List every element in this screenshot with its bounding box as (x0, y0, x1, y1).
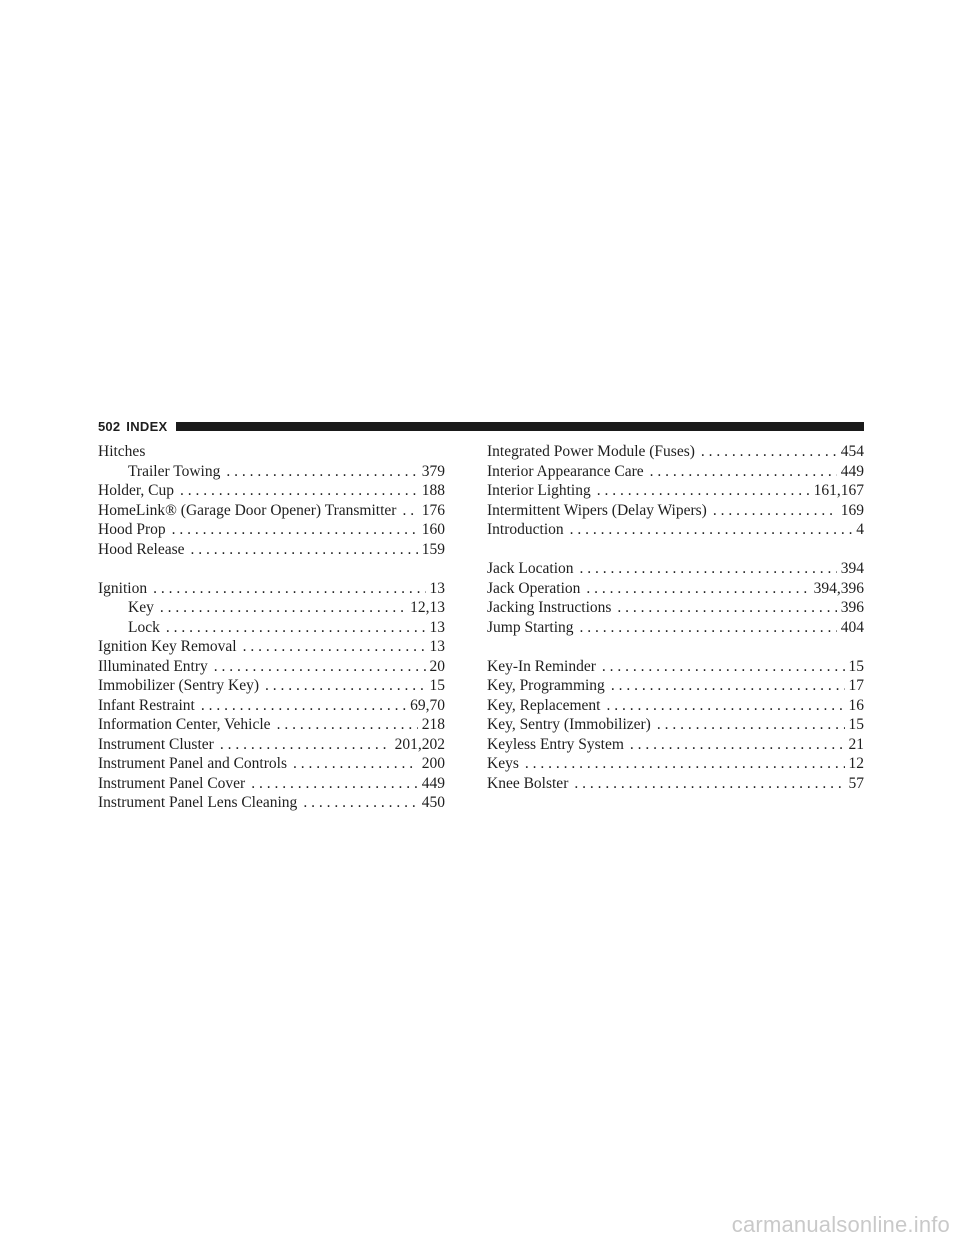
index-entry-intermittent-wipers (487, 501, 864, 521)
index-entry-integrated-power-module (487, 442, 864, 462)
entry-page: 379 (421, 462, 445, 480)
entry-label: Illuminated Entry (98, 657, 208, 675)
index-entry-jump-starting (487, 618, 864, 638)
entry-page: 57 (848, 774, 864, 792)
index-entry-trailer-towing (98, 462, 445, 482)
dot-leader (172, 520, 418, 540)
entry-page: 21 (848, 735, 864, 753)
entry-page: 15 (429, 677, 445, 694)
index-heading-hitches: Hitches (98, 443, 146, 460)
entry-label: Trailer Towing (128, 462, 221, 480)
index-entry-instrument-panel-cover (98, 774, 445, 794)
dot-leader (580, 618, 837, 638)
entry-page: 13 (429, 638, 445, 655)
entry-label: Knee Bolster (487, 774, 569, 792)
entry-page: 12 (848, 755, 864, 772)
entry-page: 218 (421, 716, 445, 733)
entry-label: Keys (487, 755, 519, 772)
dot-leader (574, 774, 844, 794)
entry-label: Key, Programming (487, 677, 605, 694)
entry-label: Interior Lighting (487, 482, 591, 499)
dot-leader (214, 657, 426, 677)
index-entry-jack-operation (487, 579, 864, 599)
dot-leader (191, 540, 418, 560)
index-column-right (487, 442, 864, 793)
group-gap (487, 540, 864, 560)
header-rule (176, 422, 864, 431)
entry-page: 15 (848, 716, 864, 733)
index-entry-holder-cup (98, 481, 445, 501)
index-entry-hood-prop (98, 520, 445, 540)
entry-page: 69,70 (410, 696, 445, 714)
group-gap (98, 559, 445, 579)
index-entry-key-sentry (487, 715, 864, 735)
index-entry-ignition (98, 579, 445, 599)
dot-leader (166, 618, 426, 638)
dot-leader (597, 481, 810, 501)
entry-label: Hood Release (98, 540, 185, 558)
index-entry-information-center (98, 715, 445, 735)
dot-leader (611, 676, 845, 696)
index-entry-keyless-entry (487, 735, 864, 755)
entry-page: 201,202 (394, 735, 445, 753)
index-entry-immobilizer (98, 676, 445, 696)
entry-label: Jack Location (487, 560, 574, 577)
entry-page: 454 (840, 443, 864, 460)
entry-page: 394 (840, 560, 864, 577)
entry-label: Lock (128, 618, 160, 636)
entry-label: Holder, Cup (98, 482, 175, 499)
index-entry-knee-bolster (487, 774, 864, 794)
entry-page: 13 (429, 618, 445, 636)
entry-label: Key-In Reminder (487, 657, 596, 675)
entry-label: Instrument Panel Lens Cleaning (98, 794, 298, 811)
index-entry-jack-location (487, 559, 864, 579)
entry-page: 188 (421, 482, 445, 499)
index-entry-instrument-panel-lens (98, 793, 445, 813)
entry-label: HomeLink® (Garage Door Opener) Transmitter (98, 501, 397, 519)
page-title: INDEX (126, 418, 168, 434)
dot-leader (226, 462, 417, 482)
index-entry-key-programming (487, 676, 864, 696)
index-entry-key-in-reminder (487, 657, 864, 677)
dot-leader (580, 559, 837, 579)
entry-label: Jack Operation (487, 579, 581, 597)
entry-label: Introduction (487, 521, 564, 538)
dot-leader (525, 754, 845, 774)
index-entry-ignition-key-removal (98, 637, 445, 657)
dot-leader (180, 481, 418, 501)
dot-leader (701, 442, 837, 462)
dot-leader (606, 696, 844, 716)
index-entry-infant-restraint (98, 696, 445, 716)
entry-page: 449 (840, 462, 864, 480)
entry-page: 4 (856, 521, 864, 538)
dot-leader (630, 735, 845, 755)
watermark: carmanualsonline.info (731, 1212, 950, 1237)
entry-label: Intermittent Wipers (Delay Wipers) (487, 501, 707, 519)
entry-label: Infant Restraint (98, 696, 195, 714)
index-entry-interior-lighting (487, 481, 864, 501)
entry-page: 159 (421, 540, 445, 558)
entry-page: 200 (421, 755, 445, 772)
dot-leader (201, 696, 406, 716)
entry-page: 17 (848, 677, 864, 694)
entry-page: 449 (421, 774, 445, 792)
dot-leader (293, 754, 418, 774)
dot-leader (570, 520, 853, 540)
entry-page: 161,167 (813, 482, 864, 499)
entry-label: Instrument Panel Cover (98, 774, 246, 792)
index-entry-key-replacement (487, 696, 864, 716)
index-entry-illuminated-entry (98, 657, 445, 677)
entry-page: 15 (848, 657, 864, 675)
index-entry-jacking-instructions (487, 598, 864, 618)
dot-leader (586, 579, 809, 599)
entry-label: Information Center, Vehicle (98, 716, 271, 733)
entry-page: 450 (421, 794, 445, 811)
dot-leader (243, 637, 426, 657)
dot-leader (265, 676, 426, 696)
dot-leader (160, 598, 406, 618)
entry-label: Key, Sentry (Immobilizer) (487, 716, 651, 733)
dot-leader (251, 774, 418, 794)
entry-page: 20 (429, 657, 445, 675)
entry-label: Integrated Power Module (Fuses) (487, 443, 695, 460)
entry-page: 404 (840, 618, 864, 636)
index-entry-instrument-cluster (98, 735, 445, 755)
entry-page: 394,396 (813, 579, 864, 597)
entry-label: Interior Appearance Care (487, 462, 644, 480)
index-entry-ignition-key (98, 598, 445, 618)
entry-page: 396 (840, 599, 864, 616)
entry-label: Key, Replacement (487, 696, 601, 714)
index-entry-ignition-lock (98, 618, 445, 638)
entry-page: 176 (421, 501, 445, 519)
dot-leader (713, 501, 837, 521)
entry-label: Ignition Key Removal (98, 638, 237, 655)
entry-label: Ignition (98, 579, 148, 597)
dot-leader (303, 793, 417, 813)
dot-leader (153, 579, 425, 599)
entry-label: Jacking Instructions (487, 599, 612, 616)
dot-leader (277, 715, 418, 735)
entry-label: Instrument Panel and Controls (98, 755, 287, 772)
dot-leader (657, 715, 845, 735)
index-column-left (98, 442, 445, 813)
entry-page: 16 (848, 696, 864, 714)
dot-leader (220, 735, 391, 755)
entry-page: 12,13 (410, 599, 445, 616)
index-entry-keys (487, 754, 864, 774)
entry-page: 160 (421, 521, 445, 538)
index-entry-hood-release (98, 540, 445, 560)
entry-label: Keyless Entry System (487, 735, 624, 753)
entry-label: Key (128, 599, 154, 616)
entry-label: Hood Prop (98, 521, 166, 538)
entry-label: Instrument Cluster (98, 735, 214, 753)
index-entry-instrument-panel-controls (98, 754, 445, 774)
index-entry-interior-appearance (487, 462, 864, 482)
dot-leader (650, 462, 837, 482)
dot-leader (617, 598, 836, 618)
index-entry-introduction (487, 520, 864, 540)
dot-leader (402, 501, 417, 521)
entry-page: 13 (429, 579, 445, 597)
page-number: 502 (98, 418, 121, 434)
dot-leader (602, 657, 845, 677)
group-gap (487, 637, 864, 657)
entry-label: Jump Starting (487, 618, 574, 636)
entry-label: Immobilizer (Sentry Key) (98, 677, 259, 694)
index-entry-homelink (98, 501, 445, 521)
entry-page: 169 (840, 501, 864, 519)
page-header (98, 417, 864, 435)
